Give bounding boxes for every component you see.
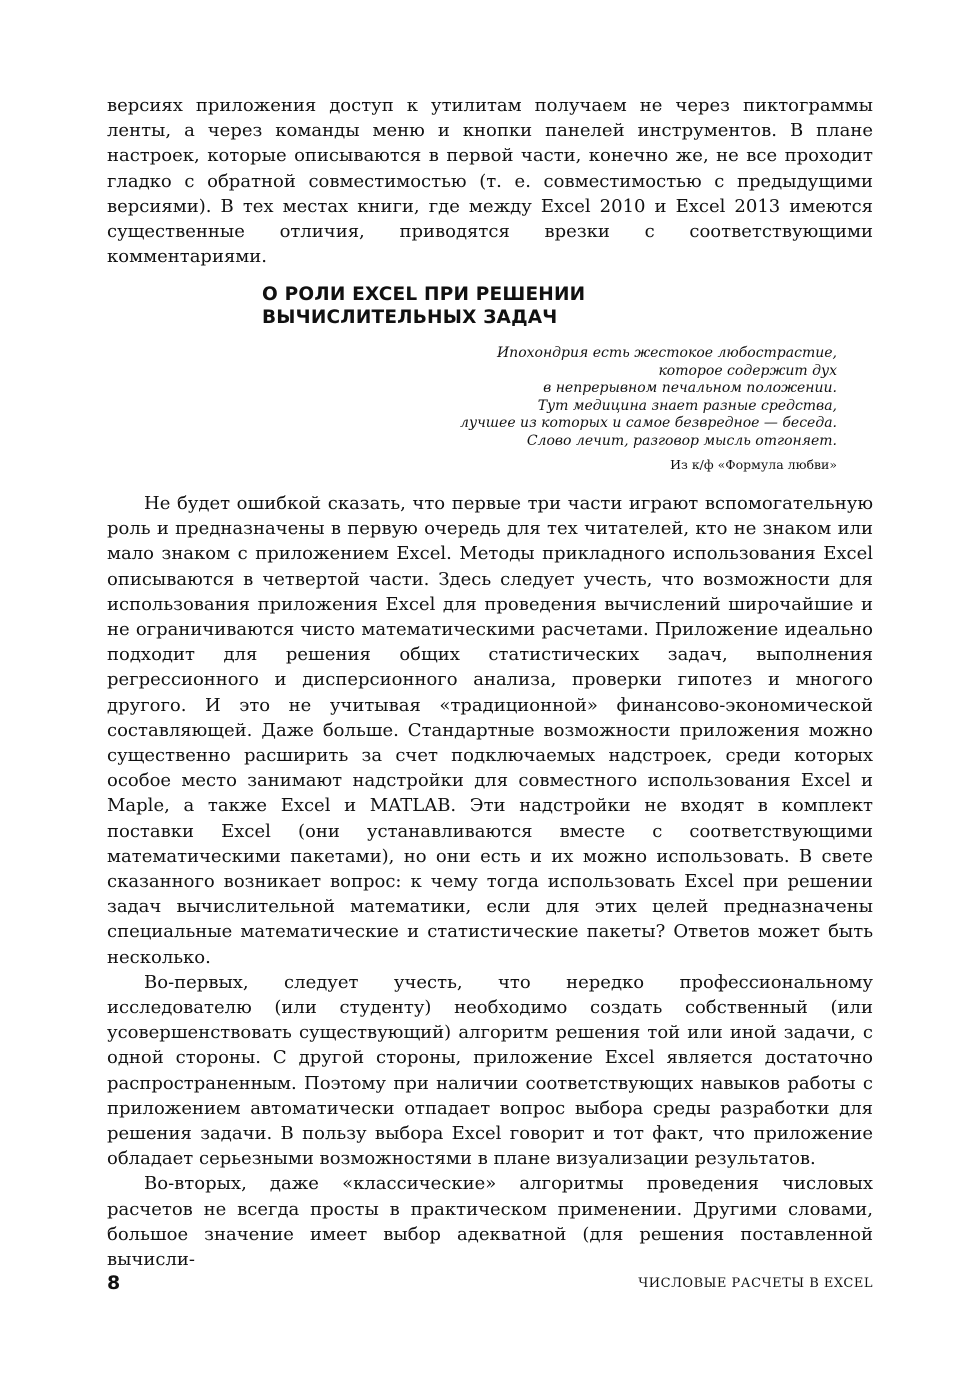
epigraph-source: Из к/ф «Формула любви» xyxy=(670,457,837,472)
running-title: ЧИСЛОВЫЕ РАСЧЕТЫ В EXCEL xyxy=(638,1276,873,1291)
page-number: 8 xyxy=(107,1272,121,1294)
body-paragraph-2: Во-первых, следует учесть, что нередко профессиональному исследователю (или студенту) необходимо создать собственный (или усовершенствовать существующий) алгоритм решения той или иной задачи, с одной стороны. С другой стороны, приложение Excel является достаточно распространенным. Поэтому при наличии соответствующих навыков работы с приложением автоматически отпадает вопрос выбора среды разработки для решения задачи. В пользу выбора Excel говорит и тот факт, что приложение обладает серьезными возможностями в плане визуализации результатов. xyxy=(107,971,873,1170)
body-paragraph-3: Во-вторых, даже «классические» алгоритмы проведения числовых расчетов не всегда просты в практическом применении. Другими словами, большое значение имеет выбор адекватной (для решения поставленной вычисли- xyxy=(107,1173,873,1271)
section-heading-line-1: О РОЛИ EXCEL ПРИ РЕШЕНИИ xyxy=(262,284,586,305)
epigraph-line: лучшее из которых и самое безвредное — беседа. xyxy=(460,415,837,432)
intro-paragraph: версиях приложения доступ к утилитам получаем не через пиктограммы ленты, а через команды меню и кнопки панелей инструментов. В плане настроек, которые описываются в первой части, конечно же, не все проходит гладко с обратной совместимостью (т. е. совместимостью с предыдущими версиями). В тех местах книги, где между Excel 2010 и Excel 2013 имеются существенные отличия, приводятся врезки с соответствующими комментариями. xyxy=(107,95,873,268)
epigraph-line: Слово лечит, разговор мысль отгоняет. xyxy=(526,432,837,449)
section-heading xyxy=(262,283,822,329)
epigraph-line: которое содержит дух xyxy=(658,362,837,379)
epigraph xyxy=(317,345,837,451)
intro-paragraph-block xyxy=(107,93,873,269)
epigraph-line: Ипохондрия есть жестокое любострастие, xyxy=(496,345,837,361)
epigraph-line: в непрерывном печальном положении. xyxy=(543,380,837,397)
section-heading-line-2: ВЫЧИСЛИТЕЛЬНЫХ ЗАДАЧ xyxy=(262,307,558,328)
body-paragraph-1: Не будет ошибкой сказать, что первые три части играют вспомогательную роль и предназначены в первую очередь для тех читателей, кто не знаком или мало знаком с приложением Excel. Методы прикладного использования Excel описываются в четвертой части. Здесь следует учесть, что возможности для использования приложения Excel для проведения вычислений широчайшие и не ограничиваются чисто математическими расчетами. Приложение идеально подходит для решения общих статистических задач, выполнения регрессионного и дисперсионного анализа, проверки гипотез и многого другого. И это не учитывая «традиционной» финансово-экономической составляющей. Даже больше. Стандартные возможности приложения можно существенно расширить за счет подключаемых надстроек, среди которых особое место занимают надстройки для совместного использования Excel и Maple, а также Excel и MATLAB. Эти надстройки не входят в комплект поставки Excel (они устанавливаются вместе с соответствующими математическими пакетами), но они есть и их можно использовать. В свете сказанного возникает вопрос: к чему тогда использовать Excel при решении задач вычислительной математики, если для этих целей предназначены специальные математические и статистические пакеты? Ответов может быть несколько. xyxy=(107,493,873,968)
epigraph-line: Тут медицина знает разные средства, xyxy=(537,397,837,414)
body-text xyxy=(107,491,873,1272)
